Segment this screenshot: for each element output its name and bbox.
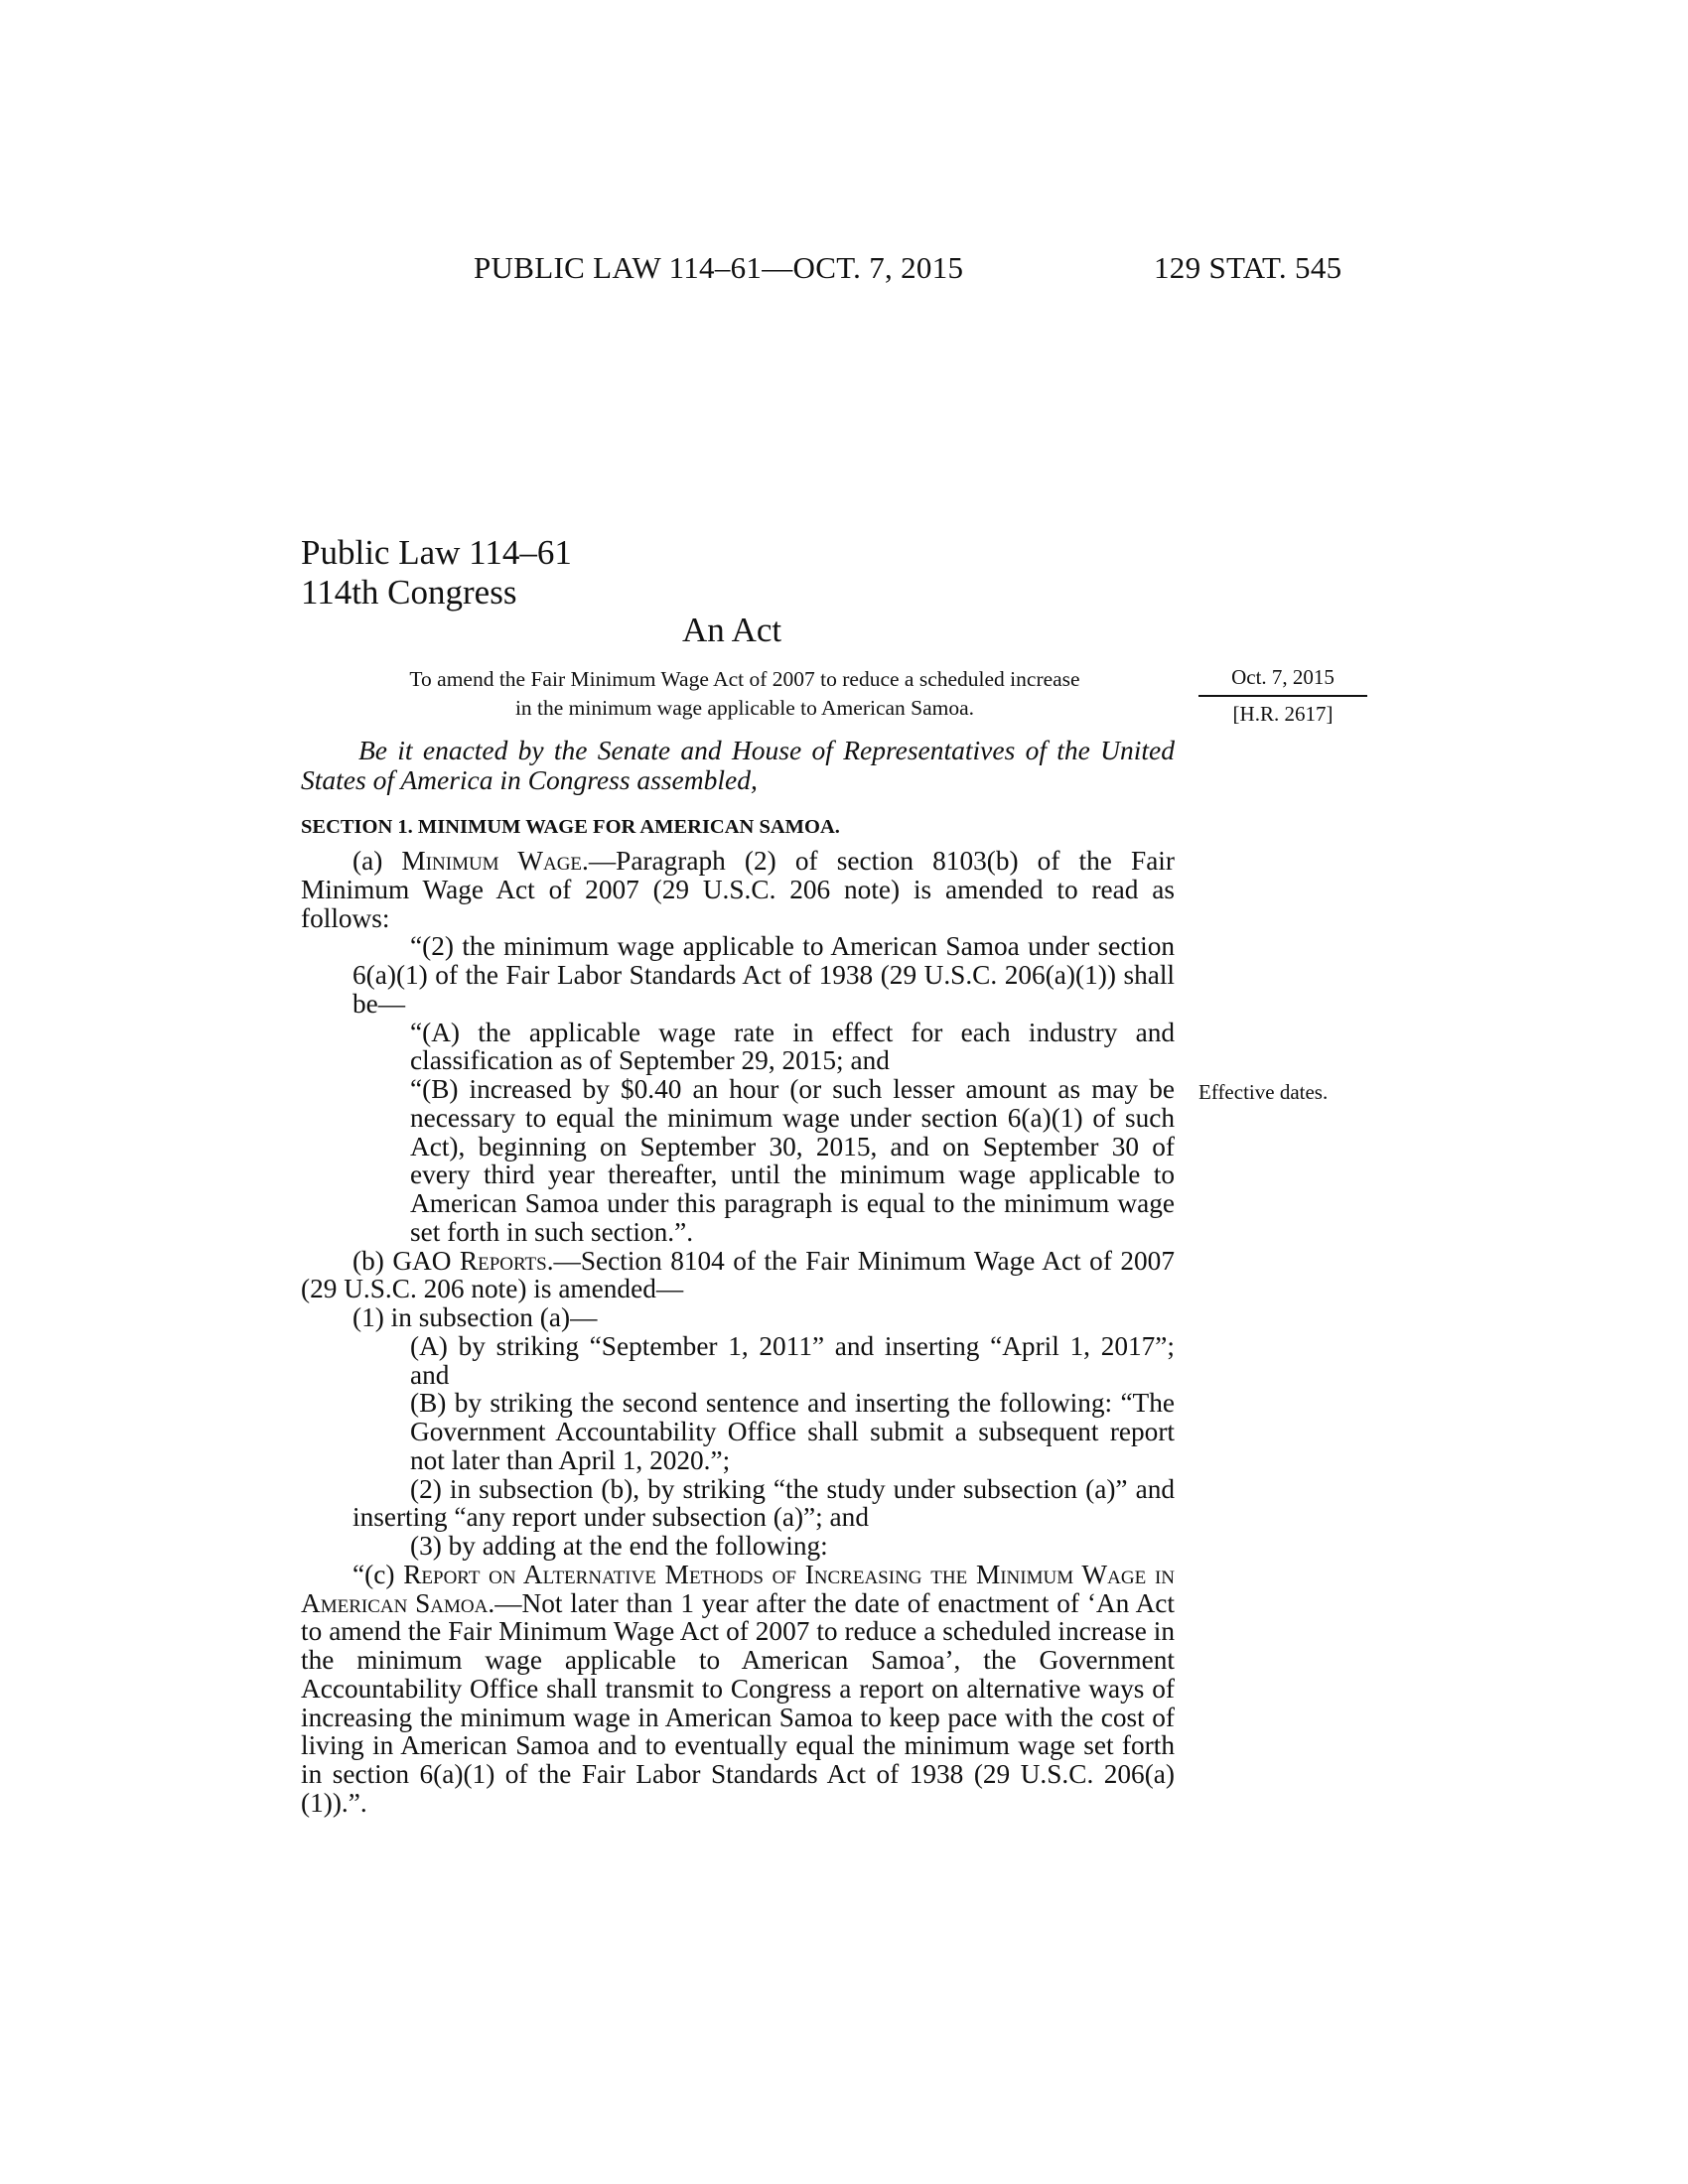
subparagraph-a-2-A [301, 1019, 1175, 1076]
subparagraph-b-1-B [301, 1389, 1175, 1474]
paragraph-b-3: (3) by adding at the end the following: [410, 1531, 828, 1561]
enacting-clause [301, 736, 1175, 795]
purpose-statement [328, 665, 1162, 723]
subsection-a [301, 847, 1175, 932]
section-heading: SECTION 1. MINIMUM WAGE FOR AMERICAN SAMOA. [301, 816, 840, 838]
subparagraph-b-1-B-text: (B) by striking the second sentence and inserting the following: “The Government Accountability Office shall submit a subsequent report not later than April 1, 2020.”; [410, 1388, 1175, 1475]
subsection-c-heading: Report on Alternative Methods of Increasing the Minimum Wage in American Samoa [301, 1559, 1175, 1618]
subsection-b [301, 1247, 1175, 1304]
running-title: PUBLIC LAW 114–61—OCT. 7, 2015 [474, 250, 964, 285]
margin-note-divider [1198, 695, 1367, 697]
section-body [301, 847, 1175, 1818]
margin-note-date: Oct. 7, 2015 [1231, 665, 1335, 689]
subparagraph-a-2-B [301, 1075, 1175, 1247]
subsection-c-label: “(c) [352, 1559, 395, 1589]
subsection-b-text: .—Section 8104 of the Fair Minimum Wage Act of 2007 (29 U.S.C. 206 note) is amended— [301, 1245, 1175, 1304]
margin-note-effective-dates: Effective dates. [1198, 1080, 1329, 1104]
margin-note-bill-number: [H.R. 2617] [1232, 702, 1334, 726]
subsection-c [301, 1561, 1175, 1818]
subparagraph-a-2-A-text: “(A) the applicable wage rate in effect for each industry and classification as of September 29, 2015; and [410, 1017, 1175, 1076]
purpose-line-2: in the minimum wage applicable to American Samoa. [514, 696, 975, 720]
stat-page-number: 129 STAT. 545 [1154, 250, 1342, 285]
paragraph-b-1 [301, 1303, 1175, 1332]
paragraph-b-1-text: (1) in subsection (a)— [352, 1302, 598, 1332]
subsection-c-text: .—Not later than 1 year after the date of enactment of ‘An Act to amend the Fair Minimum Wage Act of 2007 to reduce a scheduled increase in the minimum wage applicable to American Samoa’, the Government Accountability Office shall transmit to Congress a report on alternative ways of increasing the minimum wage in American Samoa to keep pace with the cost of living in American Samoa and to eventually equal the minimum wage set forth in section 6(a)(1) of the Fair Labor Standards Act of 1938 (29 U.S.C. 206(a)(1)).”. [301, 1587, 1175, 1818]
act-heading: An Act [682, 611, 782, 649]
congress-number: 114th Congress [301, 573, 517, 612]
subsection-b-heading: GAO Reports [392, 1245, 547, 1276]
subsection-a-heading: Minimum Wage [401, 846, 583, 876]
subparagraph-b-1-A-text: (A) by striking “September 1, 2011” and inserting “April 1, 2017”; and [410, 1330, 1175, 1390]
enacting-clause-text: Be it enacted by the Senate and House of Representatives of the United States of America in Congress assembled, [301, 735, 1175, 795]
law-number: Public Law 114–61 [301, 533, 572, 572]
subsection-a-text: .—Paragraph (2) of section 8103(b) of the Fair Minimum Wage Act of 2007 (29 U.S.C. 206 note) is amended to read as follows: [301, 846, 1175, 933]
subsection-a-label: (a) [352, 846, 383, 876]
subparagraph-a-2-B-text: “(B) increased by $0.40 an hour (or such lesser amount as may be necessary to equal the minimum wage under section 6(a)(1) of such Act), beginning on September 30, 2015, and on September 30 of every third year thereafter, until the minimum wage applicable to American Samoa under this paragraph is equal to the minimum wage set forth in such section.”. [410, 1074, 1175, 1247]
purpose-line-1: To amend the Fair Minimum Wage Act of 2007 to reduce a scheduled increase [409, 667, 1080, 691]
subparagraph-b-1-A [301, 1332, 1175, 1390]
paragraph-a-2: “(2) the minimum wage applicable to American Samoa under section 6(a)(1) of the Fair Labor Standards Act of 1938 (29 U.S.C. 206(a)(1)) shall be— [352, 931, 1175, 1019]
paragraph-b-2: (2) in subsection (b), by striking “the study under subsection (a)” and inserting “any report under subsection (a)”; and [352, 1473, 1175, 1533]
subsection-b-label: (b) [352, 1245, 384, 1276]
